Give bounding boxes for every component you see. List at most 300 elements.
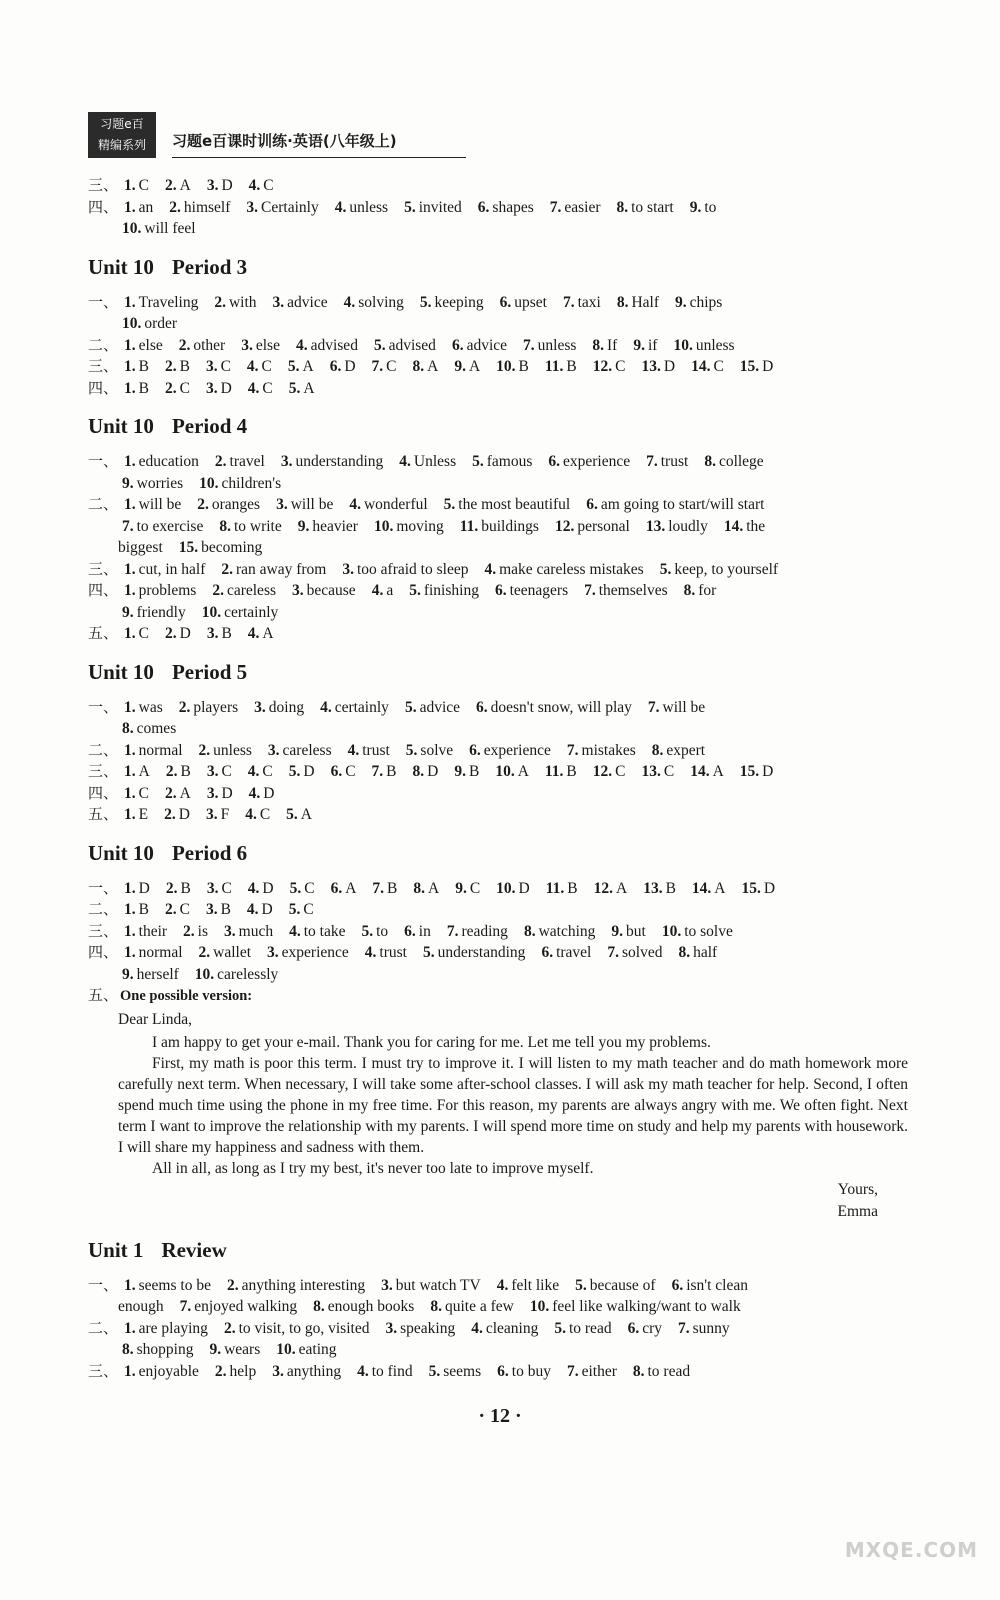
answer-text: C [345, 763, 356, 780]
answer-line [88, 1296, 908, 1318]
answer-number: 9. [689, 198, 702, 216]
answer-text: certainly [224, 603, 279, 621]
answer-text: oranges [211, 496, 261, 513]
answer-item [203, 763, 232, 780]
answer-number: 2. [164, 901, 177, 918]
answer-text: B [566, 358, 577, 375]
answer-item [120, 625, 149, 642]
answer-item [563, 1363, 617, 1380]
answer-number: 4. [349, 496, 361, 513]
answer-text: D [261, 901, 273, 918]
answer-number: 7. [371, 358, 384, 375]
answer-item [120, 806, 148, 823]
answer-item [205, 1341, 260, 1358]
page-number: · 12 · [478, 1405, 522, 1427]
answer-item [668, 1277, 748, 1294]
answer-number: 14. [690, 763, 710, 780]
answer-number: 12. [592, 358, 613, 375]
answer-item [340, 294, 404, 311]
answer-number: 9. [454, 763, 466, 780]
answer-item [736, 763, 774, 780]
answer-item [195, 944, 252, 961]
answer-item [401, 699, 460, 716]
answer-line [88, 292, 908, 314]
answer-text: to read [647, 1362, 691, 1380]
answer-item [120, 923, 167, 940]
answer-item [465, 742, 551, 759]
answer-text: comes [136, 720, 177, 737]
answer-text: D [518, 879, 530, 897]
answer-item [118, 966, 179, 983]
answer-item [203, 177, 233, 194]
answer-text: loudly [668, 517, 708, 535]
answer-number: 5. [428, 1362, 441, 1380]
answer-item [590, 880, 628, 897]
answer-item [175, 337, 225, 354]
answer-text: B [138, 901, 149, 918]
answer-number: 8. [523, 922, 536, 940]
answer-item [402, 742, 453, 759]
answer-text: D [138, 879, 150, 897]
letter-paragraph: First, my math is poor this term. I must try to improve it. I will listen to my math teacher and do math homework more carefully next term. When necessary, I will take some after-school classes. I will ask my math teacher for help. Second, I often spend much time using the phone in my free time. For this reason, my parents are always angry with me. We often fight. Next term I want to improve the relationship with my parents. I will spend more time on study and help my parents with housework. I will share my happiness and sadness with them. [118, 1054, 908, 1156]
answer-number: 3. [206, 879, 219, 897]
answer-item [405, 582, 479, 599]
answer-text: C [259, 806, 271, 823]
answer-item [526, 1298, 741, 1315]
answer-text: himself [183, 198, 231, 216]
answer-text: B [138, 379, 149, 397]
answer-item [193, 496, 260, 513]
answer-item [223, 1277, 365, 1294]
answer-text: shopping [136, 1341, 194, 1358]
answer-text: A [179, 177, 191, 194]
answer-number: 2. [197, 496, 209, 513]
answer-number: 15. [178, 539, 199, 556]
answer-number: 3. [205, 379, 218, 397]
answer-number: 11. [544, 358, 564, 375]
answer-text: C [262, 379, 273, 397]
answer-number: 5. [404, 198, 416, 216]
letter-signature: Emma [837, 1202, 878, 1220]
answer-number: 4. [289, 922, 301, 940]
answer-line [88, 378, 908, 400]
answer-line [88, 964, 908, 986]
series-logo [88, 112, 156, 158]
answer-number: 5. [373, 336, 386, 354]
answer-number: 6. [494, 582, 507, 599]
answer-number: 3. [205, 358, 218, 375]
answer-number: 2. [178, 698, 191, 716]
answer-text: anything [286, 1362, 342, 1380]
answer-line [88, 335, 908, 357]
answer-item [215, 518, 281, 535]
answer-number: 1. [124, 806, 136, 823]
answer-item [357, 923, 388, 940]
section-heading [88, 1237, 908, 1263]
answer-number: 7. [372, 879, 385, 897]
answer-number: 3. [205, 806, 218, 823]
answer-number: 5. [286, 806, 298, 823]
answer-item [245, 785, 275, 802]
answer-item [195, 475, 281, 492]
answer-item [120, 1320, 208, 1337]
answer-text: seems to be [138, 1276, 211, 1294]
answer-text: D [344, 358, 356, 375]
answer-text: F [220, 806, 230, 823]
answer-text: C [179, 379, 190, 397]
answer-line [88, 623, 908, 645]
answer-number: 6. [586, 496, 598, 513]
answer-item [589, 358, 626, 375]
answer-text: wallet [213, 944, 252, 961]
answer-number: 5. [287, 358, 300, 375]
answer-text: B [387, 879, 398, 897]
answer-number: 2. [214, 1362, 227, 1380]
answer-text: enjoyed walking [194, 1298, 298, 1315]
answer-number: 2. [214, 293, 226, 311]
answer-item [674, 1320, 730, 1337]
answer-number: 9. [122, 603, 134, 621]
question-group-marker: 五、 [88, 986, 119, 1004]
answer-item [669, 337, 734, 354]
answer-number: 6. [541, 944, 554, 961]
answer-item [468, 453, 532, 470]
answer-item [118, 220, 196, 237]
answer-text: ran away from [235, 560, 327, 578]
answer-item [368, 763, 397, 780]
answer-number: 6. [404, 922, 416, 940]
answer-item [244, 625, 274, 642]
answer-item [288, 582, 356, 599]
answer-text: travel [229, 453, 265, 470]
answer-text: because [306, 582, 356, 599]
logo-line-2: 精编系列 [97, 138, 146, 152]
answer-text: themselves [598, 582, 668, 599]
answer-item [368, 582, 394, 599]
answer-number: 2. [169, 198, 181, 216]
answer-number: 4. [246, 358, 259, 375]
answer-text: buildings [481, 517, 539, 535]
answer-text: upset [514, 293, 547, 311]
answer-number: 3. [381, 1276, 393, 1294]
answer-number: 1. [124, 560, 136, 578]
answer-number: 1. [124, 1319, 136, 1337]
answer-text: anything interesting [241, 1276, 366, 1294]
answer-number: 9. [209, 1341, 222, 1358]
answer-item [377, 1277, 481, 1294]
answer-text: a [386, 582, 394, 599]
answer-number: 4. [364, 944, 377, 961]
answer-item [738, 880, 776, 897]
answer-text: enjoyable [138, 1362, 199, 1380]
question-group-marker: 四、 [88, 943, 119, 961]
answer-number: 7. [566, 1362, 579, 1380]
answer-number: 5. [554, 1319, 566, 1337]
question-group-marker: 三、 [88, 1361, 119, 1380]
answer-number: 13. [641, 763, 661, 780]
answer-item [613, 294, 659, 311]
answer-text: C [263, 177, 274, 194]
answer-number: 8. [704, 453, 716, 470]
answer-item [368, 358, 397, 375]
answer-item [120, 699, 163, 716]
answer-number: 1. [124, 453, 136, 470]
answer-item [244, 380, 273, 397]
answer-text: A [616, 879, 628, 897]
answer-item [203, 785, 233, 802]
answer-number: 8. [313, 1298, 325, 1315]
answer-number: 3. [254, 698, 266, 716]
answer-item [118, 1341, 193, 1358]
answer-text: to read [568, 1319, 612, 1337]
answer-item [550, 1320, 611, 1337]
answer-number: 7. [566, 741, 579, 759]
answer-item [467, 1320, 538, 1337]
answer-number: 5. [419, 293, 432, 311]
essay-label: One possible version: [120, 988, 253, 1004]
answer-number: 8. [683, 582, 696, 599]
answer-text: unless [349, 198, 389, 216]
answer-text: B [179, 358, 190, 375]
answer-number: 9. [122, 474, 134, 492]
answer-line [88, 356, 908, 378]
answer-text: will be [138, 496, 182, 513]
answer-text: D [763, 879, 776, 897]
answer-number: 3. [241, 336, 253, 354]
answer-number: 5. [405, 741, 418, 759]
answer-item [720, 518, 765, 535]
answer-text: cry [642, 1319, 662, 1337]
answer-item [120, 358, 149, 375]
answer-text: C [261, 358, 272, 375]
answer-number: 2. [183, 922, 195, 940]
answer-text: college [718, 453, 764, 470]
answer-line [88, 804, 908, 826]
answer-item [687, 358, 724, 375]
answer-item [241, 806, 270, 823]
answer-number: 14. [691, 358, 711, 375]
answer-number: 6. [330, 879, 343, 897]
answer-number: 4. [247, 879, 260, 897]
answer-text: advised [388, 336, 436, 354]
answer-text: eating [298, 1341, 337, 1358]
answer-number: 10. [529, 1298, 550, 1315]
answer-number: 10. [276, 1341, 296, 1358]
answer-item [160, 806, 190, 823]
answer-number: 1. [124, 177, 136, 194]
answer-text: seems [443, 1362, 482, 1380]
answer-text: B [566, 763, 577, 780]
answer-item [282, 806, 312, 823]
answer-item [292, 337, 358, 354]
answer-text: B [468, 763, 480, 780]
answer-number: 10. [673, 336, 693, 354]
answer-text: children's [221, 474, 282, 492]
answer-number: 5. [443, 496, 456, 513]
answer-number: 2. [212, 582, 224, 599]
answer-number: 1. [124, 625, 136, 642]
answer-text: else [255, 336, 280, 354]
answer-number: 2. [164, 379, 177, 397]
answer-text: advice [287, 293, 328, 311]
answer-number: 15. [741, 879, 761, 897]
answer-text: much [238, 922, 274, 940]
answer-item [629, 337, 657, 354]
answer-text: understanding [437, 944, 526, 961]
answer-item [285, 763, 315, 780]
answer-text: C [221, 763, 232, 780]
answer-item [118, 518, 203, 535]
answer-item [244, 880, 274, 897]
answer-line [88, 580, 908, 602]
answer-item [120, 901, 149, 918]
answer-item [202, 901, 231, 918]
answer-number: 4. [347, 741, 360, 759]
answer-item: enough [118, 1298, 164, 1315]
unit-label: Unit 10 [88, 840, 154, 865]
answer-item [203, 625, 232, 642]
answer-text: cut, in half [138, 560, 206, 578]
period-label: Period 6 [171, 840, 248, 865]
answer-item [245, 177, 274, 194]
question-group-marker: 一、 [88, 452, 119, 470]
answer-number: 8. [413, 879, 425, 897]
answer-number: 10. [199, 474, 219, 492]
answer-number: 6. [548, 453, 560, 470]
page-header [88, 112, 466, 158]
answer-line [88, 473, 908, 495]
answer-item [316, 699, 389, 716]
answer-line [88, 197, 908, 219]
answer-text: personal [577, 517, 630, 535]
answer-item [474, 199, 534, 216]
answer-number: 3. [224, 922, 236, 940]
answer-number: 7. [523, 336, 535, 354]
answer-item [326, 358, 356, 375]
answer-text: C [469, 879, 481, 897]
answer-item [589, 763, 626, 780]
answer-item [198, 604, 279, 621]
answer-item [491, 582, 568, 599]
answer-text: C [713, 358, 724, 375]
answer-item [639, 880, 676, 897]
answer-item [120, 944, 183, 961]
answer-number: 5. [659, 560, 672, 578]
answer-item: biggest [118, 539, 163, 556]
answer-item [243, 901, 273, 918]
answer-item [120, 199, 153, 216]
answer-item [285, 923, 345, 940]
answer-number: 10. [496, 358, 516, 375]
answer-number: 5. [404, 698, 417, 716]
answer-item [658, 923, 733, 940]
answer-item [416, 294, 484, 311]
answer-text: B [567, 879, 578, 897]
answer-text: experience [563, 453, 631, 470]
answer-text: solving [358, 293, 404, 311]
answer-item [120, 453, 199, 470]
answer-text: to buy [511, 1362, 551, 1380]
answer-number: 1. [124, 944, 136, 961]
answer-item [237, 337, 280, 354]
answer-item [409, 880, 439, 897]
answer-number: 2. [223, 1319, 236, 1337]
answer-text: was [138, 698, 163, 716]
answer-item [220, 1320, 370, 1337]
answer-text: C [303, 901, 314, 918]
answer-number: 8. [122, 720, 134, 737]
answer-text: travel [556, 944, 592, 961]
answer-item [656, 561, 778, 578]
answer-text: unless [537, 336, 577, 354]
answer-number: 4. [399, 453, 411, 470]
answer-text: certainly [334, 698, 389, 716]
answer-text: to take [303, 922, 346, 940]
answer-number: 4. [334, 198, 347, 216]
answer-item [120, 294, 198, 311]
answer-number: 7. [646, 453, 658, 470]
answer-item [120, 337, 163, 354]
answer-line [88, 559, 908, 581]
letter-closing: Yours, [837, 1180, 878, 1198]
section-heading [88, 413, 908, 439]
answer-item [370, 518, 444, 535]
answer-text: because of [589, 1276, 656, 1294]
answer-number: 4. [246, 901, 259, 918]
answer-number: 3. [272, 1362, 284, 1380]
answer-text: taxi [577, 293, 601, 311]
answer-text: moving [396, 517, 444, 535]
answer-line [88, 783, 908, 805]
answer-number: 2. [165, 763, 178, 780]
answer-item [448, 337, 507, 354]
answer-item [118, 720, 176, 737]
answer-text: help [229, 1362, 257, 1380]
answer-text: problems [138, 582, 197, 599]
answer-text: B [518, 358, 529, 375]
essay-label-line [88, 985, 908, 1008]
question-group-marker: 一、 [88, 878, 119, 897]
answer-number: 14. [691, 879, 712, 897]
watermark: MXQE.COM [844, 1538, 978, 1562]
answer-text: keep, to yourself [674, 560, 779, 578]
answer-number: 8. [632, 1362, 645, 1380]
answer-number: 1. [124, 336, 136, 354]
question-group-marker: 一、 [88, 1275, 119, 1294]
answer-item [179, 923, 208, 940]
answer-number: 8. [592, 336, 605, 354]
answer-number: 1. [124, 358, 136, 375]
answer-item [370, 337, 436, 354]
answer-item [195, 742, 252, 759]
answer-text: A [302, 358, 314, 375]
answer-text: the [746, 517, 766, 535]
answer-line [88, 878, 908, 900]
answer-text: invited [418, 198, 462, 216]
answer-item [400, 923, 431, 940]
answer-number: 4. [484, 560, 497, 578]
answer-text: C [615, 358, 626, 375]
answer-item [519, 337, 576, 354]
answer-text: C [179, 901, 190, 918]
answer-item [263, 944, 349, 961]
answer-text: B [665, 879, 676, 897]
answer-item [496, 294, 547, 311]
answer-number: 3. [206, 784, 219, 802]
answer-item [285, 380, 315, 397]
answer-item [272, 496, 333, 513]
answer-text: but [626, 922, 646, 940]
